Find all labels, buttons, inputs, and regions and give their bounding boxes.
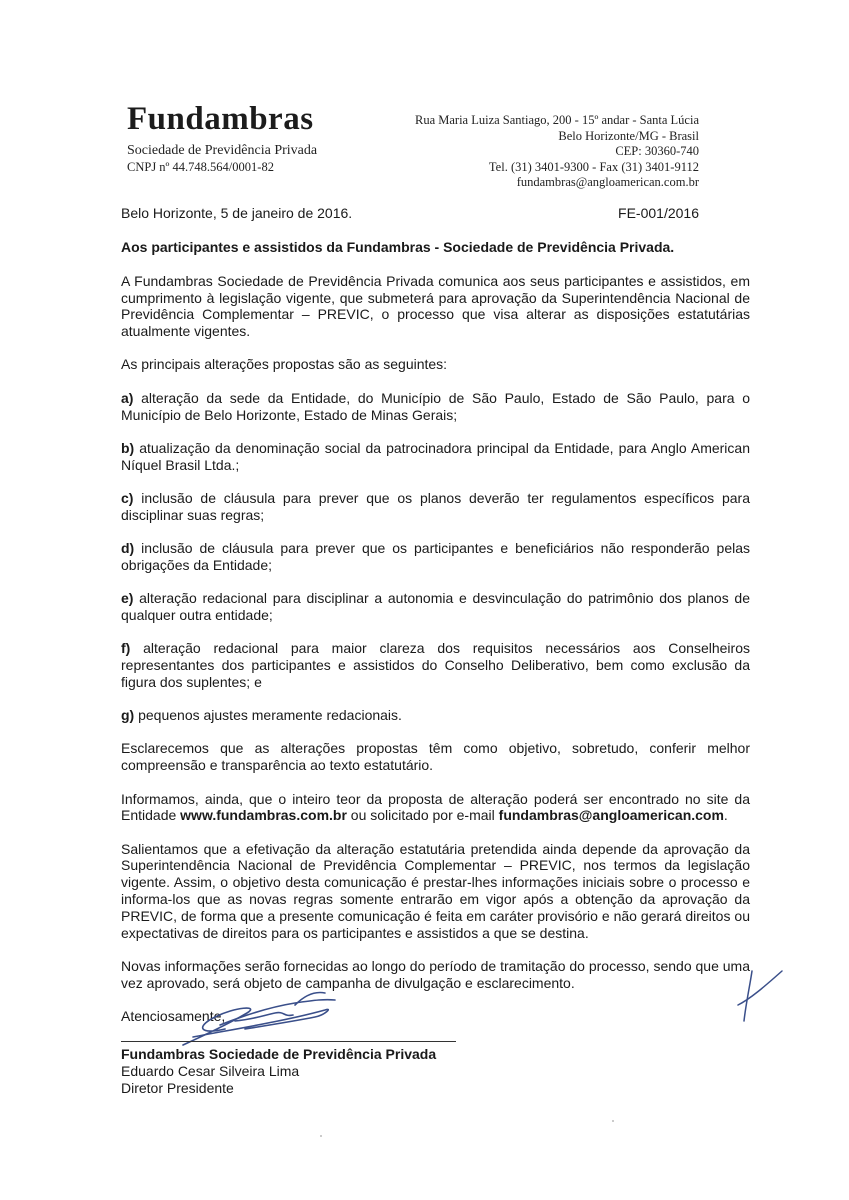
list-letter: b) [121,439,135,456]
letterhead-logo: Fundambras [127,101,314,137]
address-street: Rua Maria Luiza Santiago, 200 - 15º andar - Santa Lúcia [415,113,699,127]
handwritten-initial [736,965,786,1025]
list-item-g [121,707,750,724]
dateline [121,205,699,221]
paragraph-salient: Salientamos que a efetivação da alteração estatutária pretendida ainda depende da aprovação da Superintendência Nacional de Previdência Complementar – PREVIC, nos termos da legislação vigente. Assim, o objetivo desta comunicação é prestar-lhes informações iniciais sobre o processo e informa-los que as novas regras somente entrarão em vigor após a obtenção da aprovação da PREVIC, de forma que a presente comunicação é feita em caráter provisório e não gerará direitos ou expectativas de direitos para os participantes e assistidos a que se destina. [121,840,750,941]
list-item-a [121,390,750,424]
list-letter: e) [121,590,134,607]
paragraph-news: Novas informações serão fornecidas ao longo do período de tramitação do processo, sendo que uma vez aprovado, será objeto de campanha de divulgação e esclarecimento. [121,957,750,991]
list-text: inclusão de cláusula para prever que os planos deverão ter regulamentos específicos para disciplinar suas regras; [121,489,750,523]
list-letter: d) [121,540,135,557]
list-text: atualização da denominação social da patrocinadora principal da Entidade, para Anglo American Níquel Brasil Ltda.; [121,439,750,473]
list-item-c [121,490,750,524]
list-item-b [121,440,750,474]
address-email: fundambras@angloamerican.com.br [516,175,699,190]
letterhead-subname: Sociedade de Previdência Privada [127,143,318,158]
inform-text: Informamos, ainda, que o inteiro teor da proposta de alteração poderá ser encontrado no site da Entidade [121,790,750,824]
letter-title: Aos participantes e assistidos da Fundambras - Sociedade de Previdência Privada. [121,239,675,255]
email-link[interactable]: fundambras@angloamerican.com [498,807,724,824]
list-text: alteração redacional para maior clareza dos requisitos necessários aos Conselheiros representantes dos participantes e assistidos do Conselho Deliberativo, bem como exclusão da figura dos suplentes; e [121,640,750,690]
list-item-f [121,640,750,690]
list-text: alteração redacional para disciplinar a autonomia e desvinculação do patrimônio dos planos de qualquer outra entidade; [121,590,750,623]
list-item-d [121,540,750,574]
list-text: pequenos ajustes meramente redacionais. [134,707,402,724]
letter-reference: FE-001/2016 [618,205,699,221]
address-city: Belo Horizonte/MG - Brasil [558,128,699,143]
list-item-e [121,590,750,624]
paragraph-clarify: Esclarecemos que as alterações propostas têm como objetivo, sobretudo, conferir melhor compreensão e transparência ao texto estatutário. [121,740,750,774]
letterhead-address [415,113,699,191]
inform-text: . [723,807,728,824]
list-letter: f) [121,640,131,657]
inform-text: ou solicitado por e-mail [346,807,499,824]
signature-person: Eduardo Cesar Silveira Lima [121,1063,300,1079]
address-cep: CEP: 30360-740 [615,144,699,159]
letterhead-cnpj: CNPJ nº 44.748.564/0001-82 [127,160,274,174]
list-text: alteração da sede da Entidade, do Município de São Paulo, Estado de São Paulo, para o Município de Belo Horizonte, Estado de Minas Gerais; [121,389,750,423]
signature-org: Fundambras Sociedade de Previdência Privada [121,1046,437,1062]
list-text: inclusão de cláusula para prever que os participantes e beneficiários não responderão pelas obrigações da Entidade; [121,540,750,573]
scan-speck [320,1135,322,1137]
paragraph-list-intro: As principais alterações propostas são as seguintes: [121,356,448,373]
site-link[interactable]: www.fundambras.com.br [180,807,347,824]
address-phone: Tel. (31) 3401-9300 - Fax (31) 3401-9112 [488,159,699,174]
scan-speck [612,1120,614,1122]
closing: Atenciosamente, [121,1008,226,1024]
handwritten-signature [175,985,365,1055]
paragraph-inform [121,791,750,825]
signature-role: Diretor Presidente [121,1080,234,1096]
letter-body [121,239,750,1041]
signature-line [121,1041,456,1042]
signature-block [121,1046,436,1097]
list-letter: a) [121,389,134,406]
list-letter: c) [121,489,134,506]
paragraph-intro: A Fundambras Sociedade de Previdência Privada comunica aos seus participantes e assistidos, em cumprimento à legislação vigente, que submeterá para aprovação da Superintendência Nacional de Previdência Complementar – PREVIC, o processo que visa alterar as disposições estatutárias atualmente vigentes. [121,272,750,340]
letter-date: Belo Horizonte, 5 de janeiro de 2016. [121,205,353,221]
list-letter: g) [121,707,135,724]
